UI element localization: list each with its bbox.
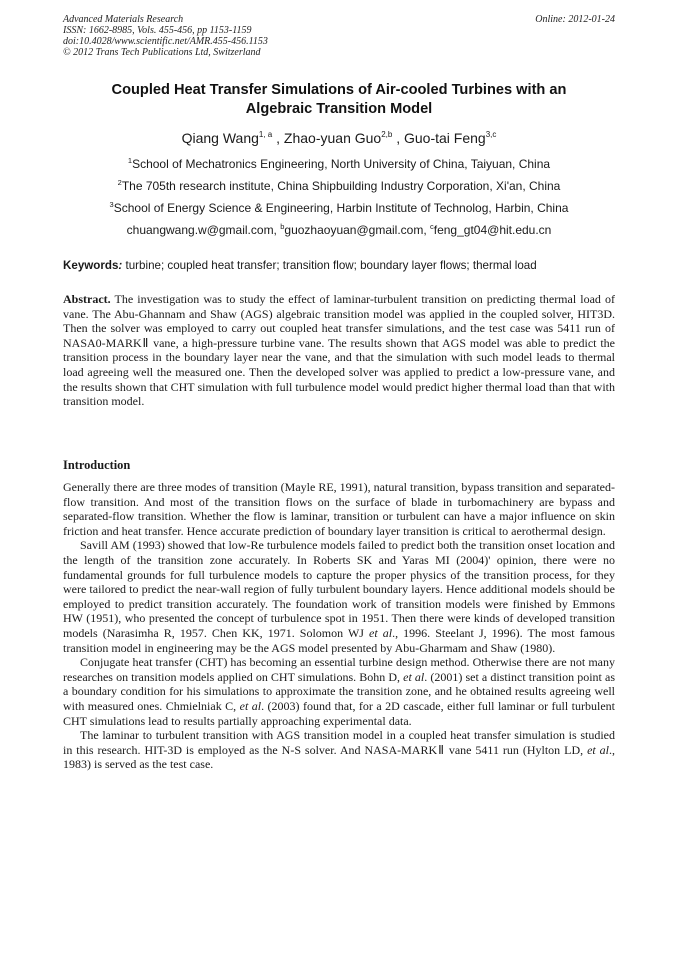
affiliation-text: School of Mechatronics Engineering, North University of China, Taiyuan, China [132,157,551,171]
email-a[interactable]: chuangwang.w@gmail.com, [126,223,281,237]
paper-title [63,81,615,119]
intro-paragraph-2 [63,538,615,655]
author-list [63,129,615,147]
author-superscript: 1, a [258,130,273,139]
paragraph-text: Conjugate heat transfer (CHT) has becoming an essential turbine design method. Otherwise there are not many researches on transition models applied on CHT simulations. Bohn D, [63,655,615,684]
et-al-italic: et al [403,669,425,684]
affiliation-2 [63,179,615,194]
affiliation-superscript: 1 [127,156,133,165]
title-line-1: Coupled Heat Transfer Simulations of Air-cooled Turbines with an [111,82,567,98]
abstract-label: Abstract. [63,292,111,306]
section-heading-introduction: Introduction [63,458,131,472]
paragraph-text: ., 1996. Steelant J, 1996). The most famous transition model in engineering may be the AGS model presented by Abu-Gharmam and Shaw (1980). [63,625,615,655]
email-b[interactable]: guozhaoyuan@gmail.com, [284,223,430,237]
keywords-label: Keywords [63,259,119,272]
keywords-line [63,258,615,273]
et-al-italic: et al [369,625,393,640]
email-c[interactable]: feng_gt04@hit.edu.cn [433,223,552,237]
paragraph-text: ., 1983) is served as the test case. [63,742,615,772]
author-superscript: 3,c [485,130,497,139]
paragraph-text: Savill AM (1993) showed that low-Re turbulence models failed to predict both the transition onset location and the length of the transition zone accurately. In Roberts SK and Yaras MI (2004)' opinion, there were no fundamental grounds for full turbulence models to capture the proper physics of the transition process, for they were tailored to predict the near-wall region of fully turbulent boundary layers. Hence additional models should be employed to predict transition accurately. The foundation work of transition models were finished by Emmons HW (1951), who presented the concept of turbulence spot in 1951. Then there were kinds of developed transition models (Narasimha R, 1957. Chen KK, 1971. Solomon WJ [63,538,615,640]
copyright-line: © 2012 Trans Tech Publications Ltd, Switzerland [63,47,261,58]
intro-paragraph-3 [63,655,615,728]
email-superscript: b [280,222,285,231]
affiliation-superscript: 3 [109,200,114,209]
author-name: , Zhao-yuan Guo [276,130,382,146]
intro-body [63,480,615,772]
affiliation-text: School of Energy Science & Engineering, Harbin Institute of Technolog, Harbin, China [113,201,569,215]
journal-header [63,14,615,58]
online-date: Online: 2012-01-24 [535,14,615,25]
paragraph-text: . (2003) found that, for a 2D cascade, either full laminar or full turbulent CHT simulations lead to results partially approaching experimental data. [63,698,615,728]
paragraph-text: . (2001) set a distinct transition point as a boundary condition for his simulations to approximate the transition zone, and he obtained results agreeing well with measured ones. Chmielniak C, [63,669,615,713]
affiliation-superscript: 2 [117,178,122,187]
author-name: , Guo-tai Feng [396,130,486,146]
intro-paragraph-1: Generally there are three modes of transition (Mayle RE, 1991), natural transition, bypass transition and separated-flow transition. And most of the transition flows on the surface of blade in turbomachinery are bypass and separated-flow transition. Whether the flow is laminar, transition or turbulent can have a major influence on skin friction and heat transfer. Hence accurate prediction of boundary layer transition is critical to aerothermal design. [63,480,615,538]
abstract-text: The investigation was to study the effect of laminar-turbulent transition on predicting thermal load of vane. The Abu-Ghannam and Shaw (AGS) algebraic transition model was applied in the coupled solver, HIT3D. Then the solver was employed to carry out coupled heat transfer simulations, and the test case was 5411 run of NASA0-MARKⅡ vane, a high-pressure turbine vane. The results shown that AGS model was able to predict the transition process in the boundary layer near the vane, and that the simulation with such model leads to thermal load agreeing well the measured one. Then the developed solver was applied to predict a low-pressure vane, and the results shown that CHT simulation with full turbulence model would predict higher thermal load than that with transition model. [63,292,615,409]
et-al-italic: et al [587,742,609,757]
doi-line[interactable]: doi:10.4028/www.scientific.net/AMR.455-456.1153 [63,36,268,47]
journal-name: Advanced Materials Research [63,14,184,25]
email-line [63,223,615,238]
intro-paragraph-4 [63,728,615,772]
et-al-italic: et al [239,698,262,713]
author-name: Qiang Wang [181,130,259,146]
affiliation-1 [63,157,615,172]
issn-line: ISSN: 1662-8985, Vols. 455-456, pp 1153-1159 [63,25,252,36]
abstract-paragraph [63,292,615,409]
email-superscript: c [430,222,434,231]
keywords-colon: : [118,259,123,272]
affiliation-3 [63,201,615,216]
affiliation-text: The 705th research institute, China Shipbuilding Industry Corporation, Xi'an, China [121,179,561,193]
paragraph-text: The laminar to turbulent transition with AGS transition model in a coupled heat transfer simulation is studied in this research. HIT-3D is employed as the N-S solver. And NASA-MARKⅡ vane 5411 run (Hylton LD, [63,728,615,757]
keywords-text: turbine; coupled heat transfer; transition flow; boundary layer flows; thermal load [122,259,537,272]
title-line-2: Algebraic Transition Model [245,101,433,117]
author-superscript: 2,b [381,130,393,139]
